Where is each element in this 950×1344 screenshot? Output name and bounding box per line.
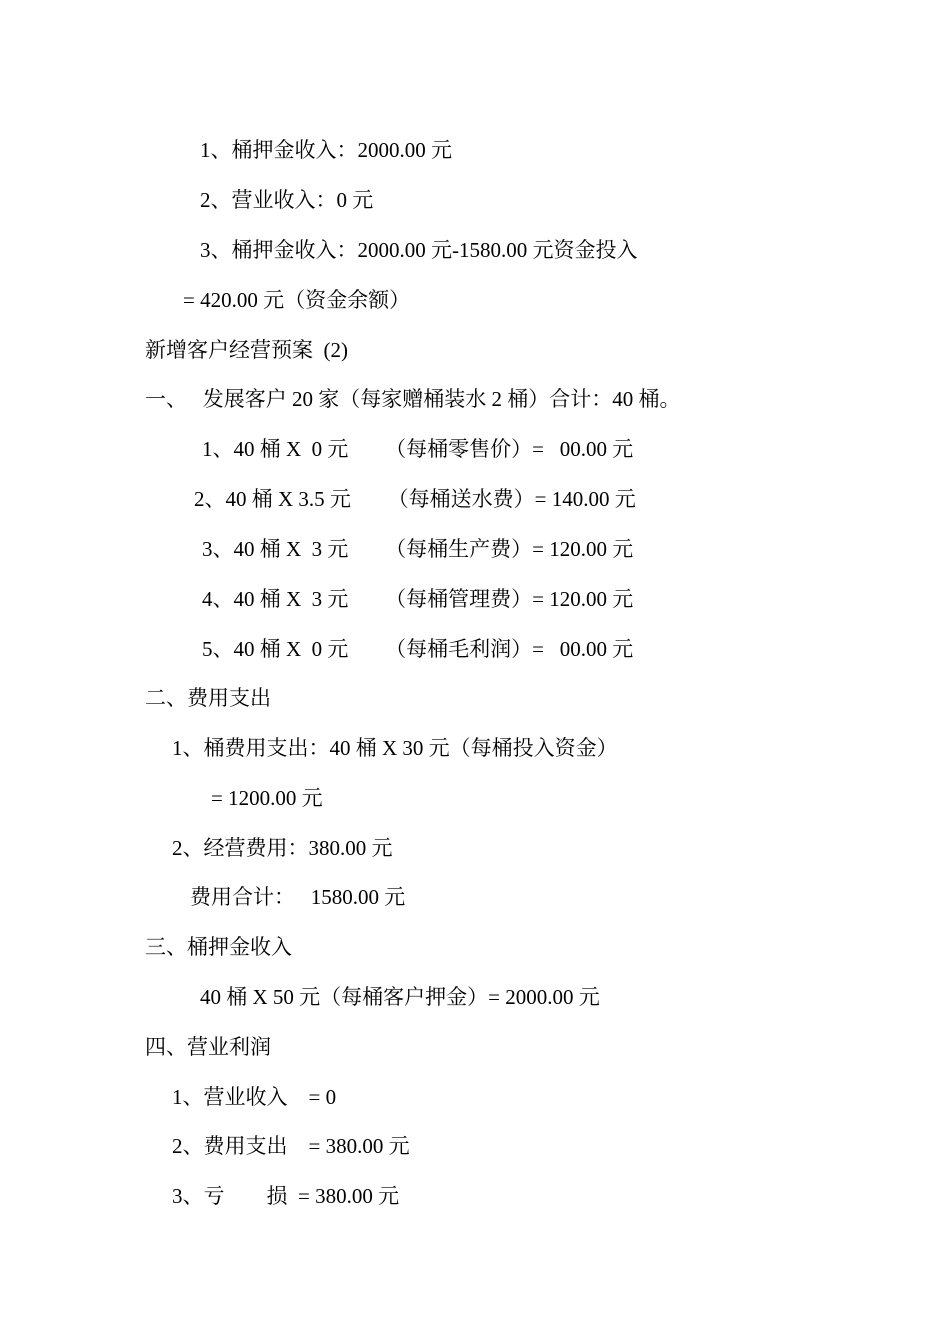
section-1-item-4: 4、40 桶 X 3 元 （每桶管理费）= 120.00 元 [202,587,634,611]
section-2-item-1-result: = 1200.00 元 [211,786,323,810]
intro-line-3: 3、桶押金收入：2000.00 元-1580.00 元资金投入 [200,238,638,262]
section-3-heading: 三、桶押金收入 [145,935,292,959]
plan-title: 新增客户经营预案 (2) [145,338,348,362]
intro-line-4: = 420.00 元（资金余额） [183,288,411,312]
section-1-item-5: 5、40 桶 X 0 元 （每桶毛利润）= 00.00 元 [202,637,634,661]
section-1-item-1: 1、40 桶 X 0 元 （每桶零售价）= 00.00 元 [202,437,634,461]
section-1-item-3: 3、40 桶 X 3 元 （每桶生产费）= 120.00 元 [202,537,634,561]
section-3-item-1: 40 桶 X 50 元（每桶客户押金）= 2000.00 元 [200,985,600,1009]
section-2-item-1: 1、桶费用支出：40 桶 X 30 元（每桶投入资金） [172,736,618,760]
section-1-heading: 一、 发展客户 20 家（每家赠桶装水 2 桶）合计：40 桶。 [145,387,681,411]
intro-line-2: 2、营业收入：0 元 [200,188,374,212]
section-2-total: 费用合计： 1580.00 元 [190,885,406,909]
intro-line-1: 1、桶押金收入：2000.00 元 [200,138,452,162]
section-4-item-2: 2、费用支出 = 380.00 元 [172,1134,410,1158]
section-4-item-1: 1、营业收入 = 0 [172,1085,337,1109]
section-4-item-3: 3、亏 损 = 380.00 元 [172,1184,400,1208]
section-2-item-2: 2、经营费用：380.00 元 [172,836,393,860]
section-2-heading: 二、费用支出 [145,686,271,710]
section-4-heading: 四、营业利润 [145,1035,271,1059]
section-1-item-2: 2、40 桶 X 3.5 元 （每桶送水费）= 140.00 元 [194,487,636,511]
